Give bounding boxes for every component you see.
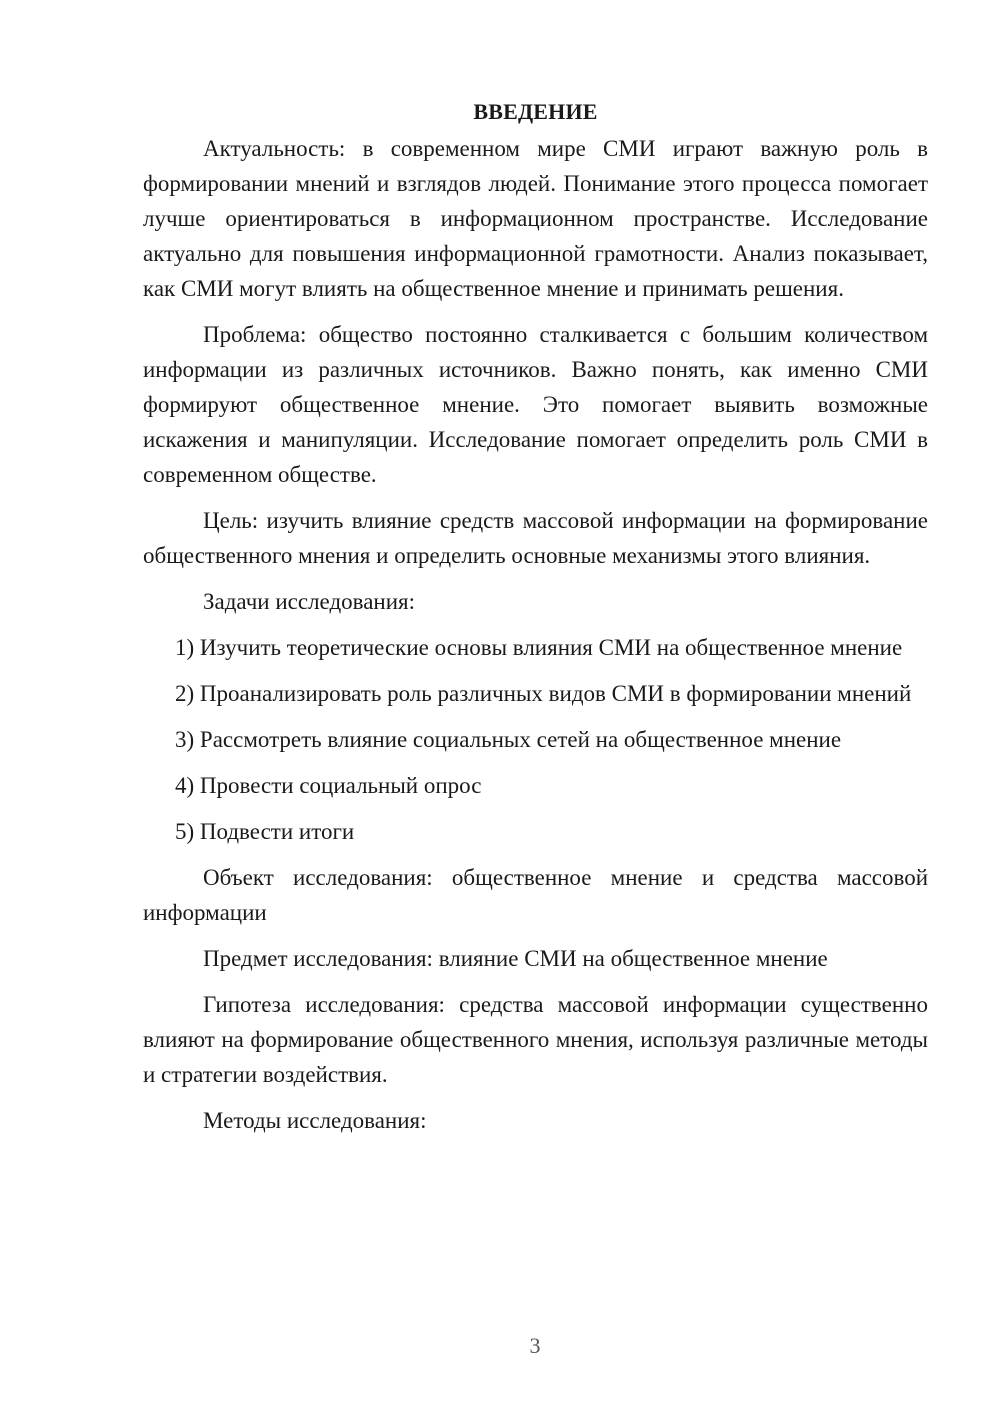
list-item-task-4: 4) Провести социальный опрос bbox=[175, 773, 482, 798]
page-content bbox=[143, 94, 928, 1149]
list-item-task-5: 5) Подвести итоги bbox=[175, 819, 355, 844]
page-title: ВВЕДЕНИЕ bbox=[473, 99, 598, 124]
paragraph-subject: Предмет исследования: влияние СМИ на общественное мнение bbox=[203, 946, 828, 971]
list-item-task-3: 3) Рассмотреть влияние социальных сетей на общественное мнение bbox=[175, 727, 842, 752]
paragraph-object: Объект исследования: общественное мнение и средства массовой информации bbox=[143, 865, 928, 925]
paragraph-hypothesis: Гипотеза исследования: средства массовой информации существенно влияют на формирование общественного мнения, используя различные методы и стратегии воздействия. bbox=[143, 992, 928, 1087]
paragraph-problem: Проблема: общество постоянно сталкивается с большим количеством информации из различных источников. Важно понять, как именно СМИ формируют общественное мнение. Это помогает выявить возможные искажения и манипуляции. Исследование помогает определить роль СМИ в современном обществе. bbox=[143, 322, 928, 487]
methods-title: Методы исследования: bbox=[203, 1108, 427, 1133]
page-number: 3 bbox=[529, 1333, 541, 1358]
tasks-title: Задачи исследования: bbox=[203, 589, 416, 614]
paragraph-relevance: Актуальность: в современном мире СМИ играют важную роль в формировании мнений и взглядов людей. Понимание этого процесса помогает лучше ориентироваться в информационном пространстве. Исследование актуально для повышения информационной грамотности. Анализ показывает, как СМИ могут влиять на общественное мнение и принимать решения. bbox=[143, 136, 928, 301]
list-item-task-2: 2) Проанализировать роль различных видов СМИ в формировании мнений bbox=[175, 681, 912, 706]
list-item-task-1: 1) Изучить теоретические основы влияния СМИ на общественное мнение bbox=[175, 635, 903, 660]
paragraph-goal: Цель: изучить влияние средств массовой информации на формирование общественного мнения и определить основные механизмы этого влияния. bbox=[143, 508, 928, 568]
